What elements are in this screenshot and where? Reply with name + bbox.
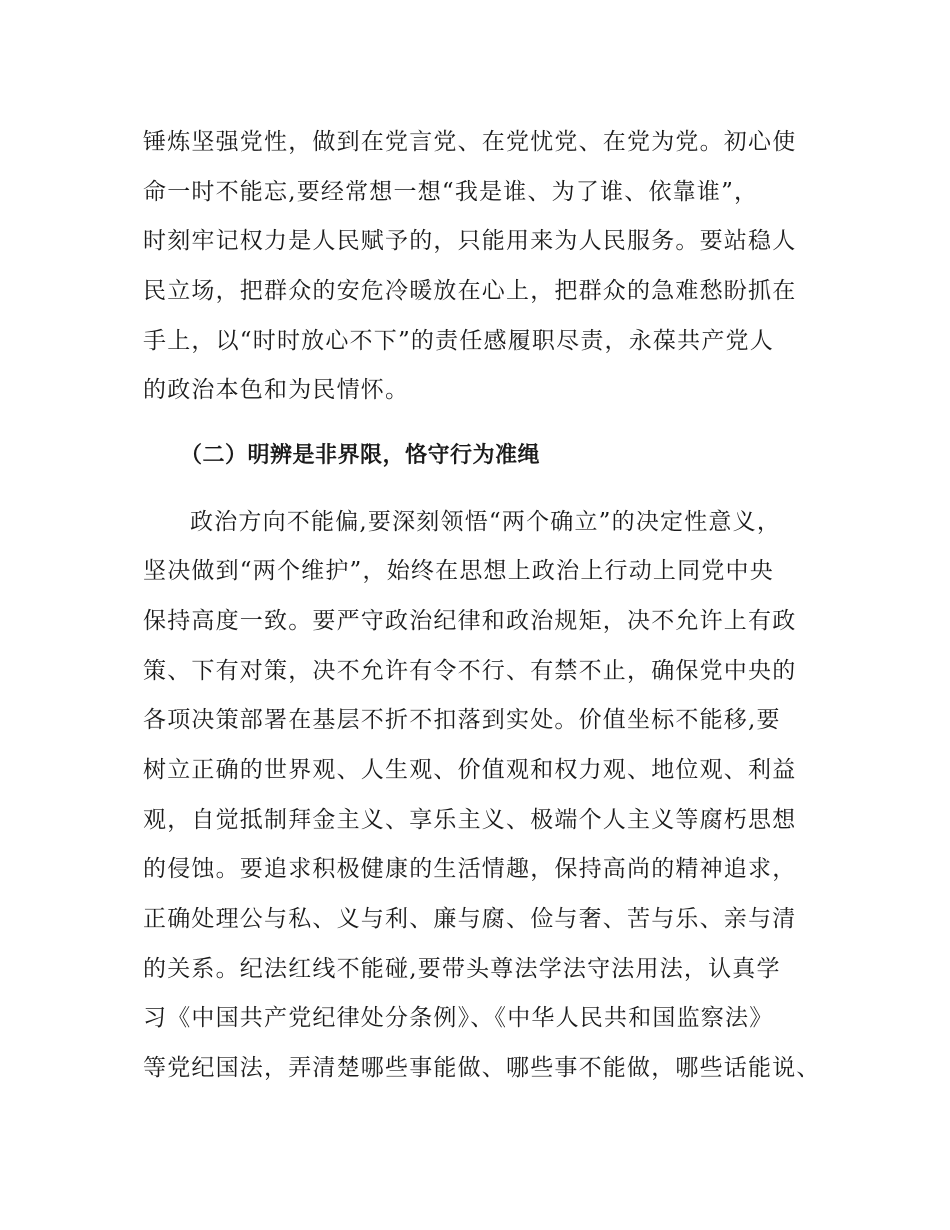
paragraph-line: 命一时不能忘,要经常想一想“我是谁、为了谁、依靠谁”， xyxy=(143,179,759,205)
paragraph-line: 坚决做到“两个维护”，始终在思想上政治上行动上同党中央 xyxy=(143,558,774,584)
paragraph-line: 政治方向不能偏,要深刻领悟“两个确立”的决定性意义， xyxy=(190,509,782,535)
paragraph-line: 观，自觉抵制拜金主义、享乐主义、极端个人主义等腐朽思想 xyxy=(143,807,797,833)
paragraph-line: 策、下有对策，决不允许有令不行、有禁不止，确保党中央的 xyxy=(143,658,797,684)
paragraph-line: 锤炼坚强党性，做到在党言党、在党忧党、在党为党。初心使 xyxy=(143,129,797,155)
paragraph-line: 时刻牢记权力是人民赋予的，只能用来为人民服务。要站稳人 xyxy=(143,228,797,254)
paragraph-line: 手上，以“时时放心不下”的责任感履职尽责，永葆共产党人 xyxy=(143,328,774,354)
paragraph-line: 的关系。纪法红线不能碰,要带头尊法学法守法用法，认真学 xyxy=(143,956,781,982)
paragraph-line: 等党纪国法，弄清楚哪些事能做、哪些事不能做，哪些话能说、 xyxy=(143,1055,821,1081)
paragraph-line: 正确处理公与私、义与利、廉与腐、俭与奢、苦与乐、亲与清 xyxy=(143,906,797,932)
paragraph-line: 各项决策部署在基层不折不扣落到实处。价值坐标不能移,要 xyxy=(143,707,781,733)
paragraph-line: 的政治本色和为民情怀。 xyxy=(143,377,410,403)
paragraph-line: 的侵蚀。要追求积极健康的生活情趣，保持高尚的精神追求， xyxy=(143,856,797,882)
section-heading: （二）明辨是非界限，恪守行为准绳 xyxy=(180,443,541,468)
paragraph-line: 保持高度一致。要严守政治纪律和政治规矩，决不允许上有政 xyxy=(143,608,797,634)
paragraph-line: 树立正确的世界观、人生观、价值观和权力观、地位观、利益 xyxy=(143,757,797,783)
paragraph-line: 民立场，把群众的安危冷暖放在心上，把群众的急难愁盼抓在 xyxy=(143,278,797,304)
paragraph-line: 习《中国共产党纪律处分条例》、《中华人民共和国监察法》 xyxy=(143,1005,774,1031)
